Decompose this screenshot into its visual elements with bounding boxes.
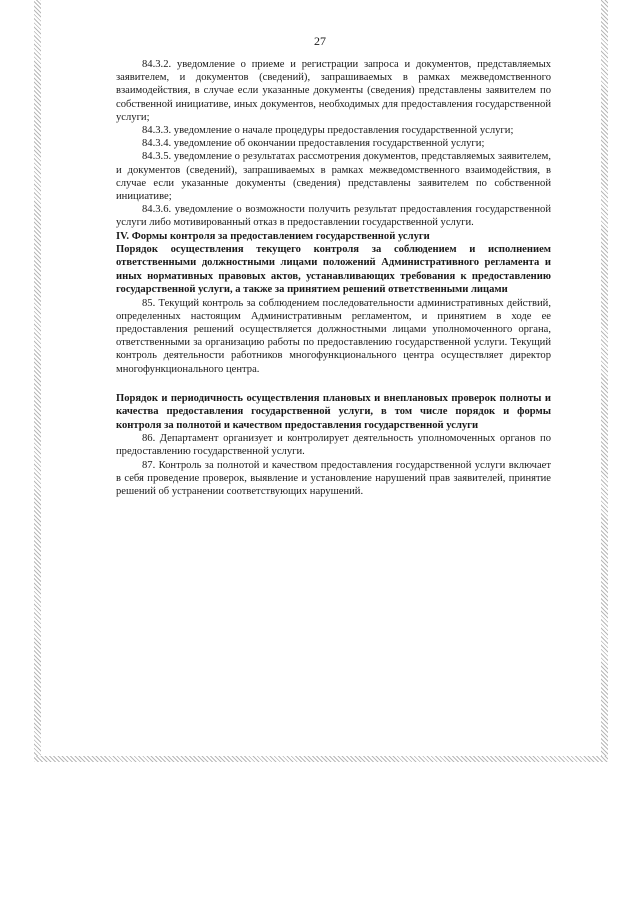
paragraph-84-3-5: 84.3.5. уведомление о результатах рассмотрения документов, представляемых заявителем, и документов (сведений), запрашиваемых в рамках межведомственного взаимодействия, в случае если указанные документы (сведения) представлены заявителем по собственной инициативе;	[116, 151, 551, 203]
paragraph-84-3-6: 84.3.6. уведомление о возможности получить результат предоставления государственной услуги либо мотивированный отказ в предоставлении государственной услуги.	[116, 204, 551, 229]
paragraph-84-3-2: 84.3.2. уведомление о приеме и регистрации запроса и документов, представляемых заявителем, и документов (сведений), запрашиваемых в рамках межведомственного взаимодействия, в случае если указанные документы (сведения) представлены заявителем по собственной инициативе, иных документов, необходимых для предоставления государственной услуги;	[116, 59, 551, 123]
section-title: IV. Формы контроля за предоставлением государственной услуги	[116, 230, 430, 242]
spacer	[116, 376, 551, 392]
subsection-heading-current-control: Порядок осуществления текущего контроля за соблюдением и исполнением ответственными должностными лицами положений Административного регламента и иных нормативных правовых актов, устанавливающих требования к предоставлению государственной услуги, а также за принятием решений ответственными лицами	[116, 244, 551, 296]
paragraph-84-3-4: 84.3.4. уведомление об окончании предоставления государственной услуги;	[142, 138, 485, 150]
paragraph-84-3-3: 84.3.3. уведомление о начале процедуры предоставления государственной услуги;	[142, 125, 514, 137]
page-number: 27	[314, 34, 326, 48]
paragraph-87: 87. Контроль за полнотой и качеством предоставления государственной услуги включает в себя проведение проверок, выявление и установление нарушений прав заявителей, принятие решений об устранении соответствующих нарушений.	[116, 459, 551, 497]
paragraph-85: 85. Текущий контроль за соблюдением последовательности административных действий, определенных настоящим Административным регламентом, и принятием в ходе ее предоставления решений осуществляется должностными лицами уполномоченного органа, ответственными за организацию работы по предоставлению государственной услуги. Текущий контроль деятельности работников многофункционального центра осуществляет директор многофункционального центра.	[116, 297, 551, 375]
subsection-heading-inspections: Порядок и периодичность осуществления плановых и внеплановых проверок полноты и качества предоставления государственной услуги, в том числе порядок и формы контроля за полнотой и качеством предоставления государственной услуги	[116, 392, 551, 431]
paragraph-86: 86. Департамент организует и контролирует деятельность уполномоченных органов по предоставлению государственной услуги.	[116, 433, 551, 458]
document-body	[116, 58, 551, 498]
